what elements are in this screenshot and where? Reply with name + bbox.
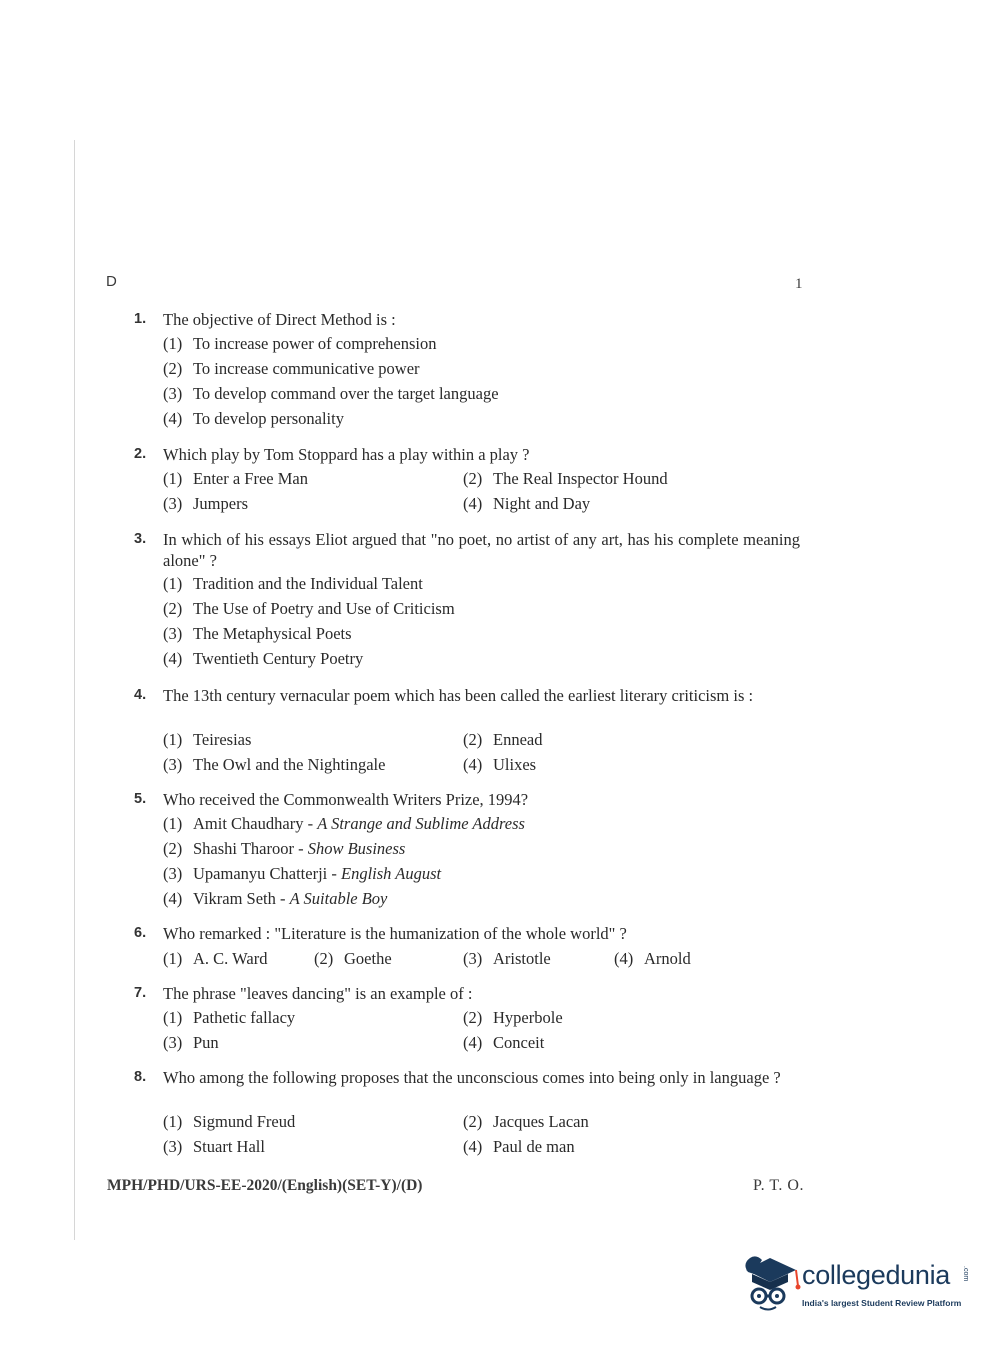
- option: (3) Stuart Hall: [163, 1137, 265, 1156]
- question-text: Who among the following proposes that the unconscious comes into being only in language ?: [163, 1068, 781, 1087]
- page-margin-line: [74, 140, 75, 1240]
- option: (4) Arnold: [614, 949, 691, 968]
- options-list: [163, 331, 803, 431]
- option: (3) To develop command over the target language: [163, 384, 499, 403]
- option: (4) Twentieth Century Poetry: [163, 649, 364, 668]
- option: (1) Amit Chaudhary - A Strange and Sublime Address: [163, 814, 525, 833]
- mascot-icon: [740, 1252, 802, 1312]
- option: (4) Ulixes: [463, 755, 537, 774]
- option: (2) To increase communicative power: [163, 359, 420, 378]
- option: (2) The Real Inspector Hound: [463, 469, 668, 488]
- option: (3) Upamanyu Chatterji - English August: [163, 864, 442, 883]
- logo-wordmark: collegedunia: [802, 1260, 951, 1290]
- option: (2) The Use of Poetry and Use of Criticism: [163, 599, 455, 618]
- option: (3) Jumpers: [163, 494, 248, 513]
- question-number: 8.: [134, 1069, 147, 1085]
- option: (2) Hyperbole: [463, 1008, 563, 1027]
- options-list: [163, 1005, 803, 1055]
- options-list: [163, 727, 803, 777]
- question-text: The phrase "leaves dancing" is an example of :: [163, 984, 473, 1003]
- option: (1) To increase power of comprehension: [163, 334, 437, 353]
- question-number: 4.: [134, 687, 147, 703]
- option: (1) Pathetic fallacy: [163, 1008, 296, 1027]
- option: (2) Jacques Lacan: [463, 1112, 589, 1131]
- option: (3) Aristotle: [463, 949, 551, 968]
- option: (1) Teiresias: [163, 730, 252, 749]
- collegedunia-logo: [740, 1252, 970, 1312]
- option: (2) Shashi Tharoor - Show Business: [163, 839, 406, 858]
- option: (2) Ennead: [463, 730, 543, 749]
- logo-tagline: India's largest Student Review Platform: [802, 1298, 962, 1308]
- option: (1) Enter a Free Man: [163, 469, 308, 488]
- option: (1) Sigmund Freud: [163, 1112, 296, 1131]
- option: (1) A. C. Ward: [163, 949, 268, 968]
- question-number: 3.: [134, 531, 147, 547]
- options-list: [163, 811, 803, 911]
- option: (2) Goethe: [314, 949, 392, 968]
- question-number: 1.: [134, 311, 147, 327]
- question-text: Who received the Commonwealth Writers Prize, 1994?: [163, 790, 529, 809]
- option: (4) To develop personality: [163, 409, 344, 428]
- option: (4) Conceit: [463, 1033, 545, 1052]
- paper-code: MPH/PHD/URS-EE-2020/(English)(SET-Y)/(D): [107, 1177, 423, 1194]
- question-number: 7.: [134, 985, 147, 1001]
- page-number: 1: [795, 276, 803, 292]
- set-code: D: [106, 273, 117, 290]
- options-list: [163, 946, 803, 971]
- question-text: The objective of Direct Method is :: [163, 310, 396, 329]
- options-list: [163, 1109, 803, 1159]
- question-text: The 13th century vernacular poem which has been called the earliest literary criticism is :: [163, 686, 754, 705]
- pto-label: P. T. O.: [753, 1177, 804, 1194]
- option: (1) Tradition and the Individual Talent: [163, 574, 423, 593]
- question-text: Which play by Tom Stoppard has a play within a play ?: [163, 445, 530, 464]
- option: (4) Vikram Seth - A Suitable Boy: [163, 889, 388, 908]
- option: (3) The Metaphysical Poets: [163, 624, 352, 643]
- options-list: [163, 466, 803, 516]
- question-number: 6.: [134, 925, 147, 941]
- logo-domain-suffix: .com: [962, 1266, 969, 1282]
- option: (4) Night and Day: [463, 494, 591, 513]
- option: (4) Paul de man: [463, 1137, 575, 1156]
- question-number: 2.: [134, 446, 147, 462]
- question-text: In which of his essays Eliot argued that "no poet, no artist of any art, has his complete meaning alone" ?: [163, 530, 800, 570]
- question-number: 5.: [134, 791, 147, 807]
- question-text: Who remarked : "Literature is the humanization of the whole world" ?: [163, 924, 627, 943]
- option: (3) The Owl and the Nightingale: [163, 755, 386, 774]
- option: (3) Pun: [163, 1033, 219, 1052]
- options-list: [163, 571, 803, 671]
